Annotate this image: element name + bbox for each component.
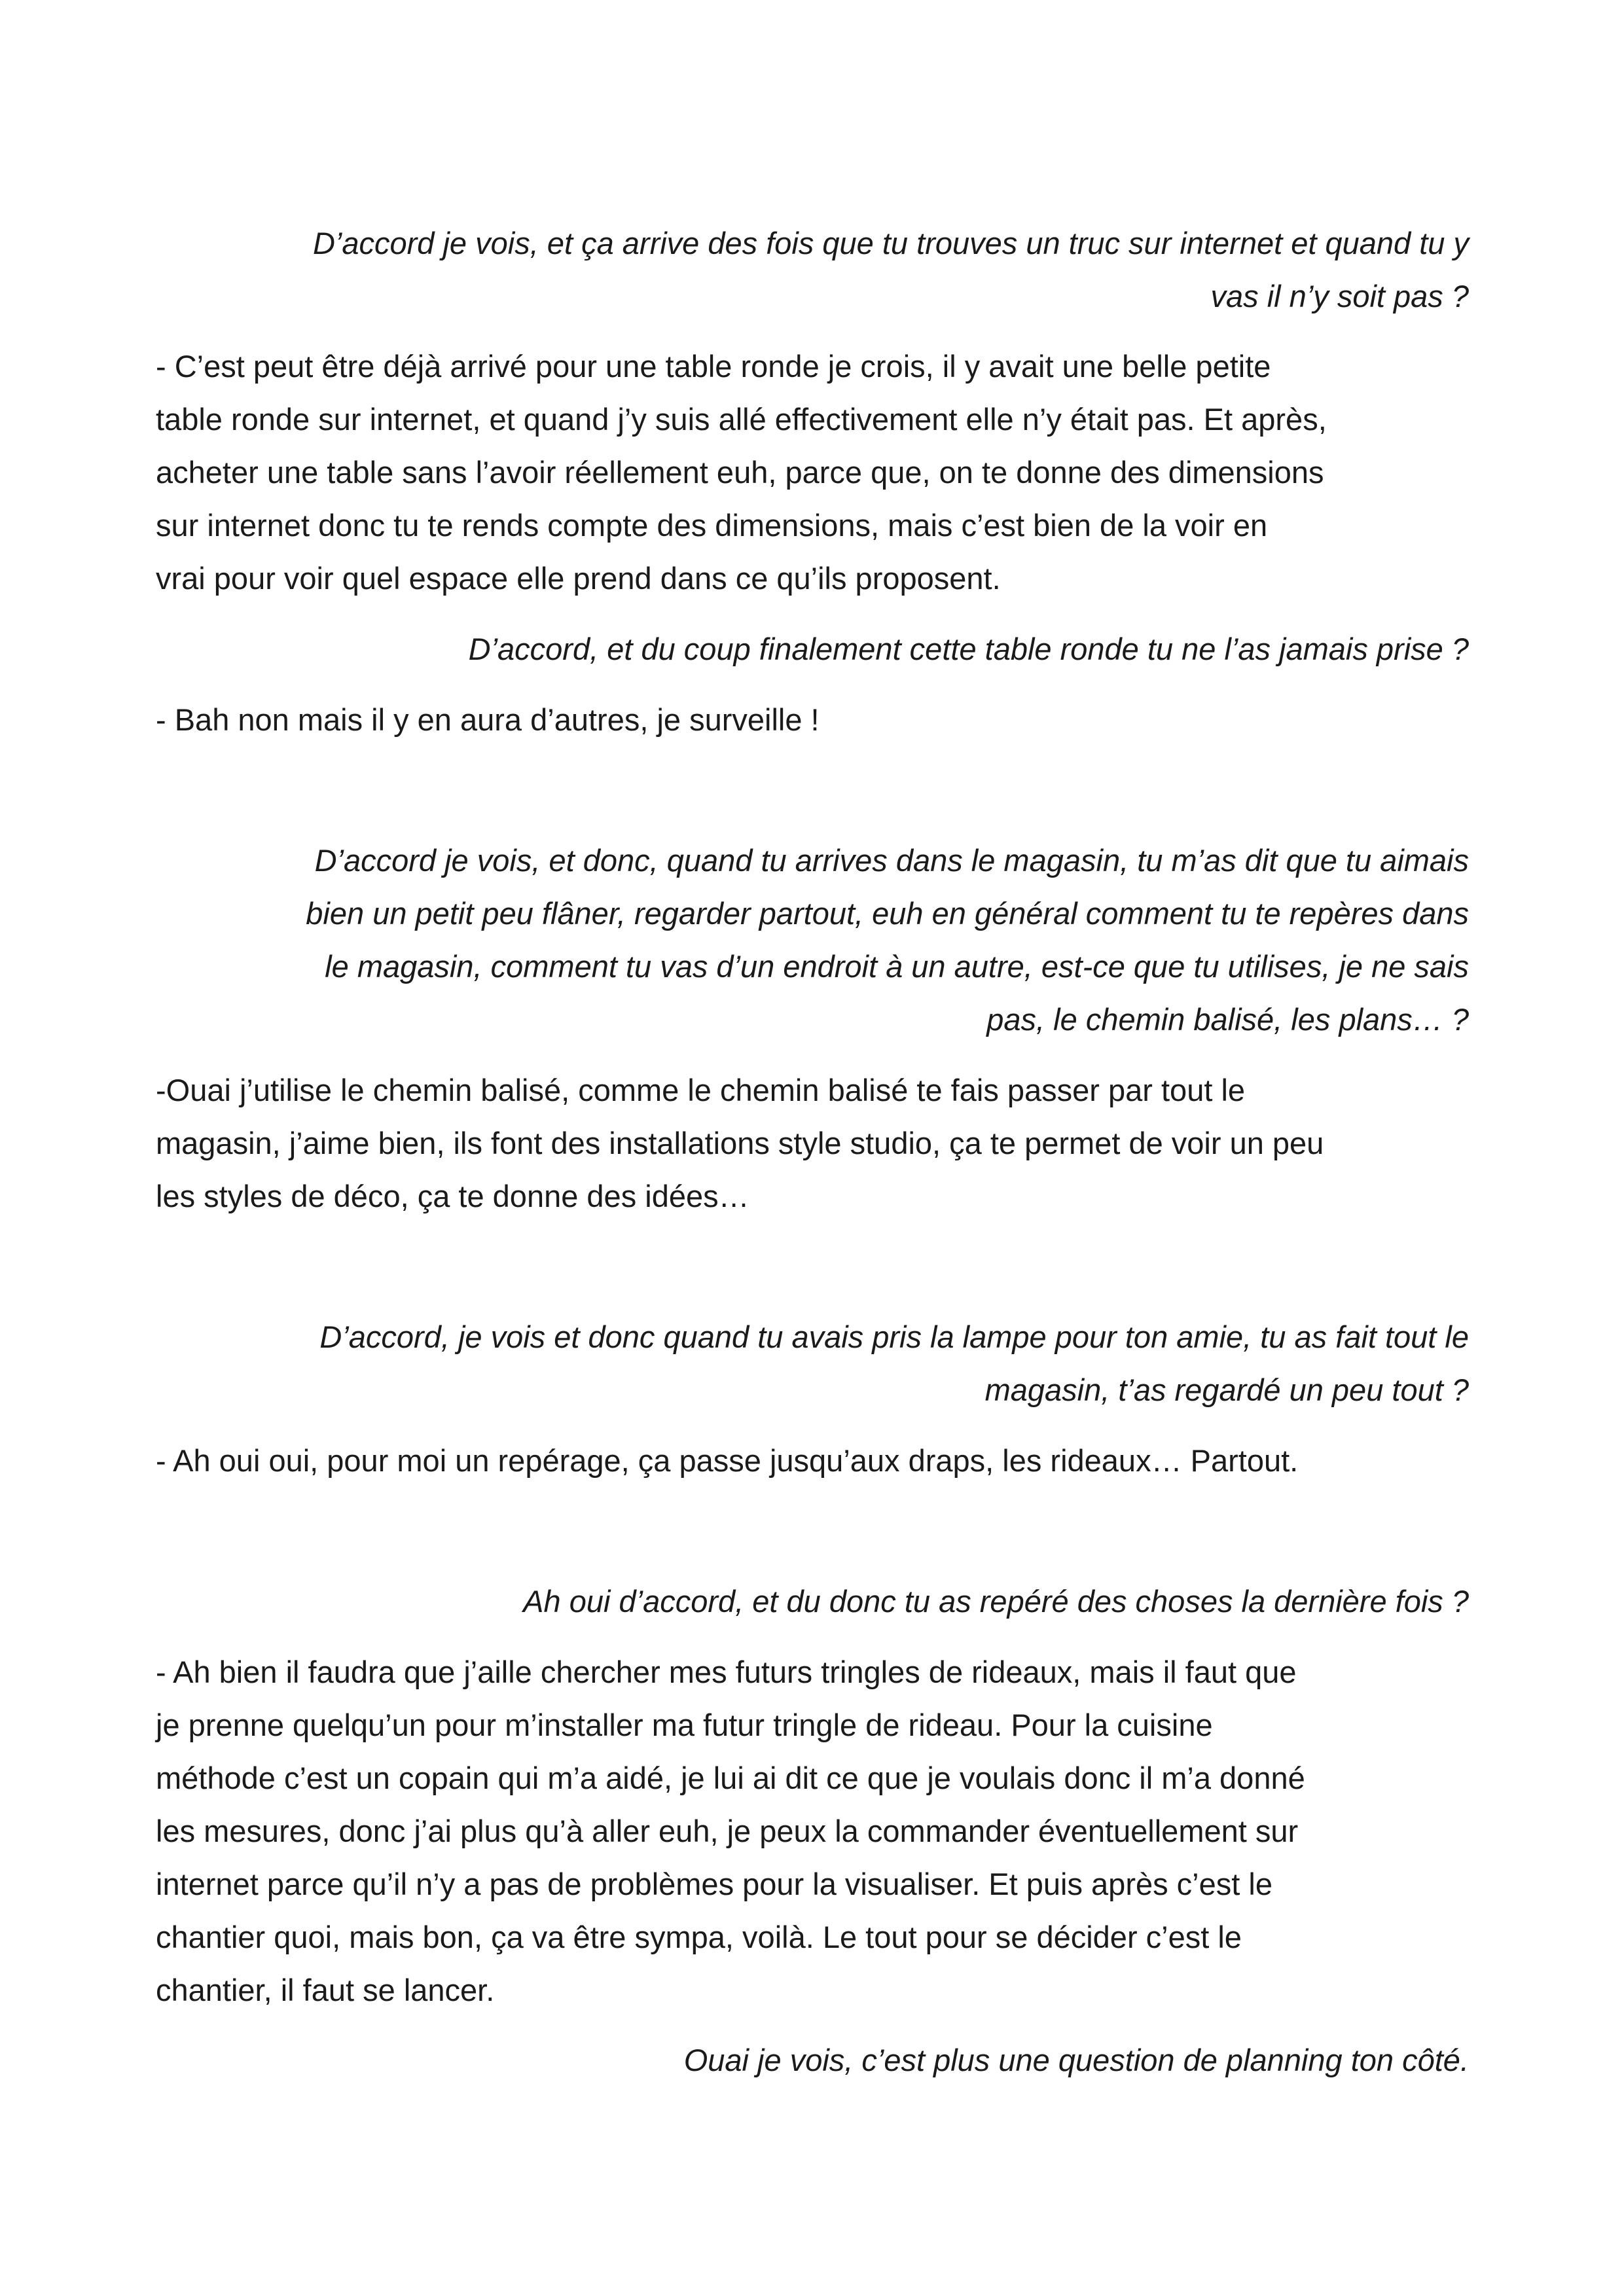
interviewer-question-line: Ah oui d’accord, et du donc tu as repéré des choses la dernière fois ? [523,1584,1469,1619]
respondent-answer-line: acheter une table sans l’avoir réellement euh, parce que, on te donne des dimensions [156,455,1324,490]
respondent-answer-line: vrai pour voir quel espace elle prend dans ce qu’ils proposent. [156,561,1001,596]
respondent-answer-line: sur internet donc tu te rends compte des dimensions, mais c’est bien de la voir en [156,508,1268,543]
respondent-answer-line: chantier, il faut se lancer. [156,1973,495,2007]
respondent-answer-line: -Ouai j’utilise le chemin balisé, comme le chemin balisé te fais passer par tout le [156,1073,1246,1107]
respondent-answer-line: magasin, j’aime bien, ils font des installations style studio, ça te permet de voir un peu [156,1126,1324,1160]
interviewer-question-line: D’accord, je vois et donc quand tu avais pris la lampe pour ton amie, tu as fait tout le [319,1319,1469,1354]
respondent-answer-line: - C’est peut être déjà arrivé pour une table ronde je crois, il y avait une belle petite [156,349,1271,384]
interviewer-question-line: D’accord je vois, et ça arrive des fois que tu trouves un truc sur internet et quand tu y [312,226,1469,260]
interviewer-question-line: magasin, t’as regardé un peu tout ? [984,1372,1469,1407]
interviewer-question-line: Ouai je vois, c’est plus une question de planning ton côté. [683,2043,1469,2077]
respondent-answer-line: méthode c’est un copain qui m’a aidé, je lui ai dit ce que je voulais donc il m’a donné [156,1761,1305,1795]
interviewer-question-line: pas, le chemin balisé, les plans… ? [986,1002,1469,1037]
respondent-answer-line: je prenne quelqu’un pour m’installer ma futur tringle de rideau. Pour la cuisine [156,1708,1213,1742]
respondent-answer-line: - Ah bien il faudra que j’aille chercher mes futurs tringles de rideaux, mais il faut que [156,1655,1297,1689]
respondent-answer-line: - Ah oui oui, pour moi un repérage, ça passe jusqu’aux draps, les rideaux… Partout. [156,1443,1299,1478]
interviewer-question-line: le magasin, comment tu vas d’un endroit à un autre, est-ce que tu utilises, je ne sais [325,949,1469,984]
respondent-answer-line: - Bah non mais il y en aura d’autres, je surveille ! [156,702,820,737]
respondent-answer-line: les mesures, donc j’ai plus qu’à aller euh, je peux la commander éventuellement sur [156,1814,1299,1848]
interviewer-question-line: D’accord je vois, et donc, quand tu arrives dans le magasin, tu m’as dit que tu aimais [314,843,1469,878]
respondent-answer-line: chantier quoi, mais bon, ça va être sympa, voilà. Le tout pour se décider c’est le [156,1920,1242,1954]
respondent-answer-line: table ronde sur internet, et quand j’y suis allé effectivement elle n’y était pas. Et après, [156,402,1327,437]
interviewer-question-line: bien un petit peu flâner, regarder partout, euh en général comment tu te repères dans [306,896,1469,931]
interviewer-question-line: vas il n’y soit pas ? [1210,279,1469,314]
interviewer-question-line: D’accord, et du coup finalement cette table ronde tu ne l’as jamais prise ? [468,632,1469,666]
respondent-answer-line: les styles de déco, ça te donne des idées… [156,1179,749,1213]
respondent-answer-line: internet parce qu’il n’y a pas de problèmes pour la visualiser. Et puis après c’est le [156,1867,1272,1901]
